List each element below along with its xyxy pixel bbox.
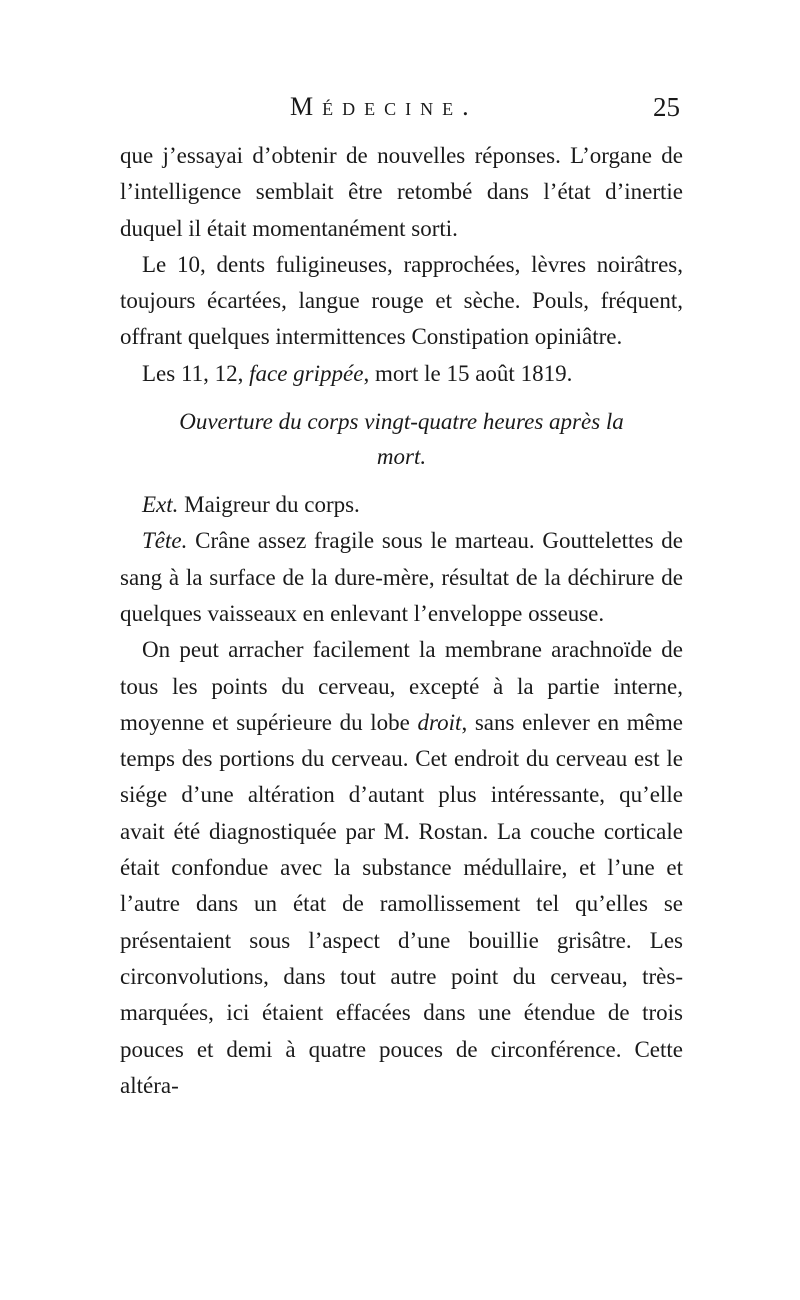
paragraph-3-end: , mort le 15 août 1819. xyxy=(363,360,573,386)
running-head-title: Médecine. xyxy=(290,92,478,121)
paragraph-6 xyxy=(120,632,683,1104)
paragraph-5 xyxy=(120,523,683,632)
paragraph-5-text: Crâne assez fragile sous le marteau. Gouttelettes de sang à la surface de la dure-mère, résultat de la déchirure de quelques vaisseaux en enlevant l’enveloppe osseuse. xyxy=(120,528,683,626)
paragraph-6-end: , sans enlever en même temps des portions du cerveau. Cet endroit du cerveau est le siége d’une altération d’autant plus intéressante, qu’elle avait été diagnostiquée par M. Rostan. La couche corticale était confondue avec la substance médullaire, et l’une et l’autre dans un état de ramollissement tel qu’elles se présentaient sous l’aspect d’une bouillie grisâtre. Les circonvolutions, dans tout autre point du cerveau, très-marquées, ici étaient effacées dans une étendue de trois pouces et demi à quatre pouces de circonférence. Cette altéra- xyxy=(120,709,683,1098)
paragraph-5-label: Tête. xyxy=(142,528,188,554)
paragraph-1: que j’essayai d’obtenir de nouvelles réponses. L’organe de l’intelligence semblait être retombé dans l’état d’inertie duquel il était momentanément sorti. xyxy=(120,143,683,241)
page-number: 25 xyxy=(653,92,680,122)
section-heading: Ouverture du corps vingt-quatre heures après la mort. xyxy=(179,409,624,470)
paragraph-3-italic: face grippée xyxy=(249,360,364,386)
paragraph-6-text: On peut arracher facilement la membrane arachnoïde de tous les points du cerveau, excepté à la partie interne, moyenne et supérieure du lobe xyxy=(120,637,683,735)
paragraph-3-text: Les 11, 12, xyxy=(142,360,250,386)
running-head xyxy=(120,92,680,128)
paragraph-6-italic: droit xyxy=(417,709,462,735)
paragraph-4-text: Maigreur du corps. xyxy=(178,492,360,518)
paragraph-2: Le 10, dents fuligineuses, rapprochées, lèvres noirâtres, toujours écartées, langue rouge et sèche. Pouls, fréquent, offrant quelques intermittences Constipation opiniâtre. xyxy=(120,251,683,350)
paragraph-3 xyxy=(120,356,683,392)
body-text xyxy=(120,138,683,1104)
paragraph-4 xyxy=(120,487,683,523)
paragraph-4-label: Ext. xyxy=(142,492,179,518)
